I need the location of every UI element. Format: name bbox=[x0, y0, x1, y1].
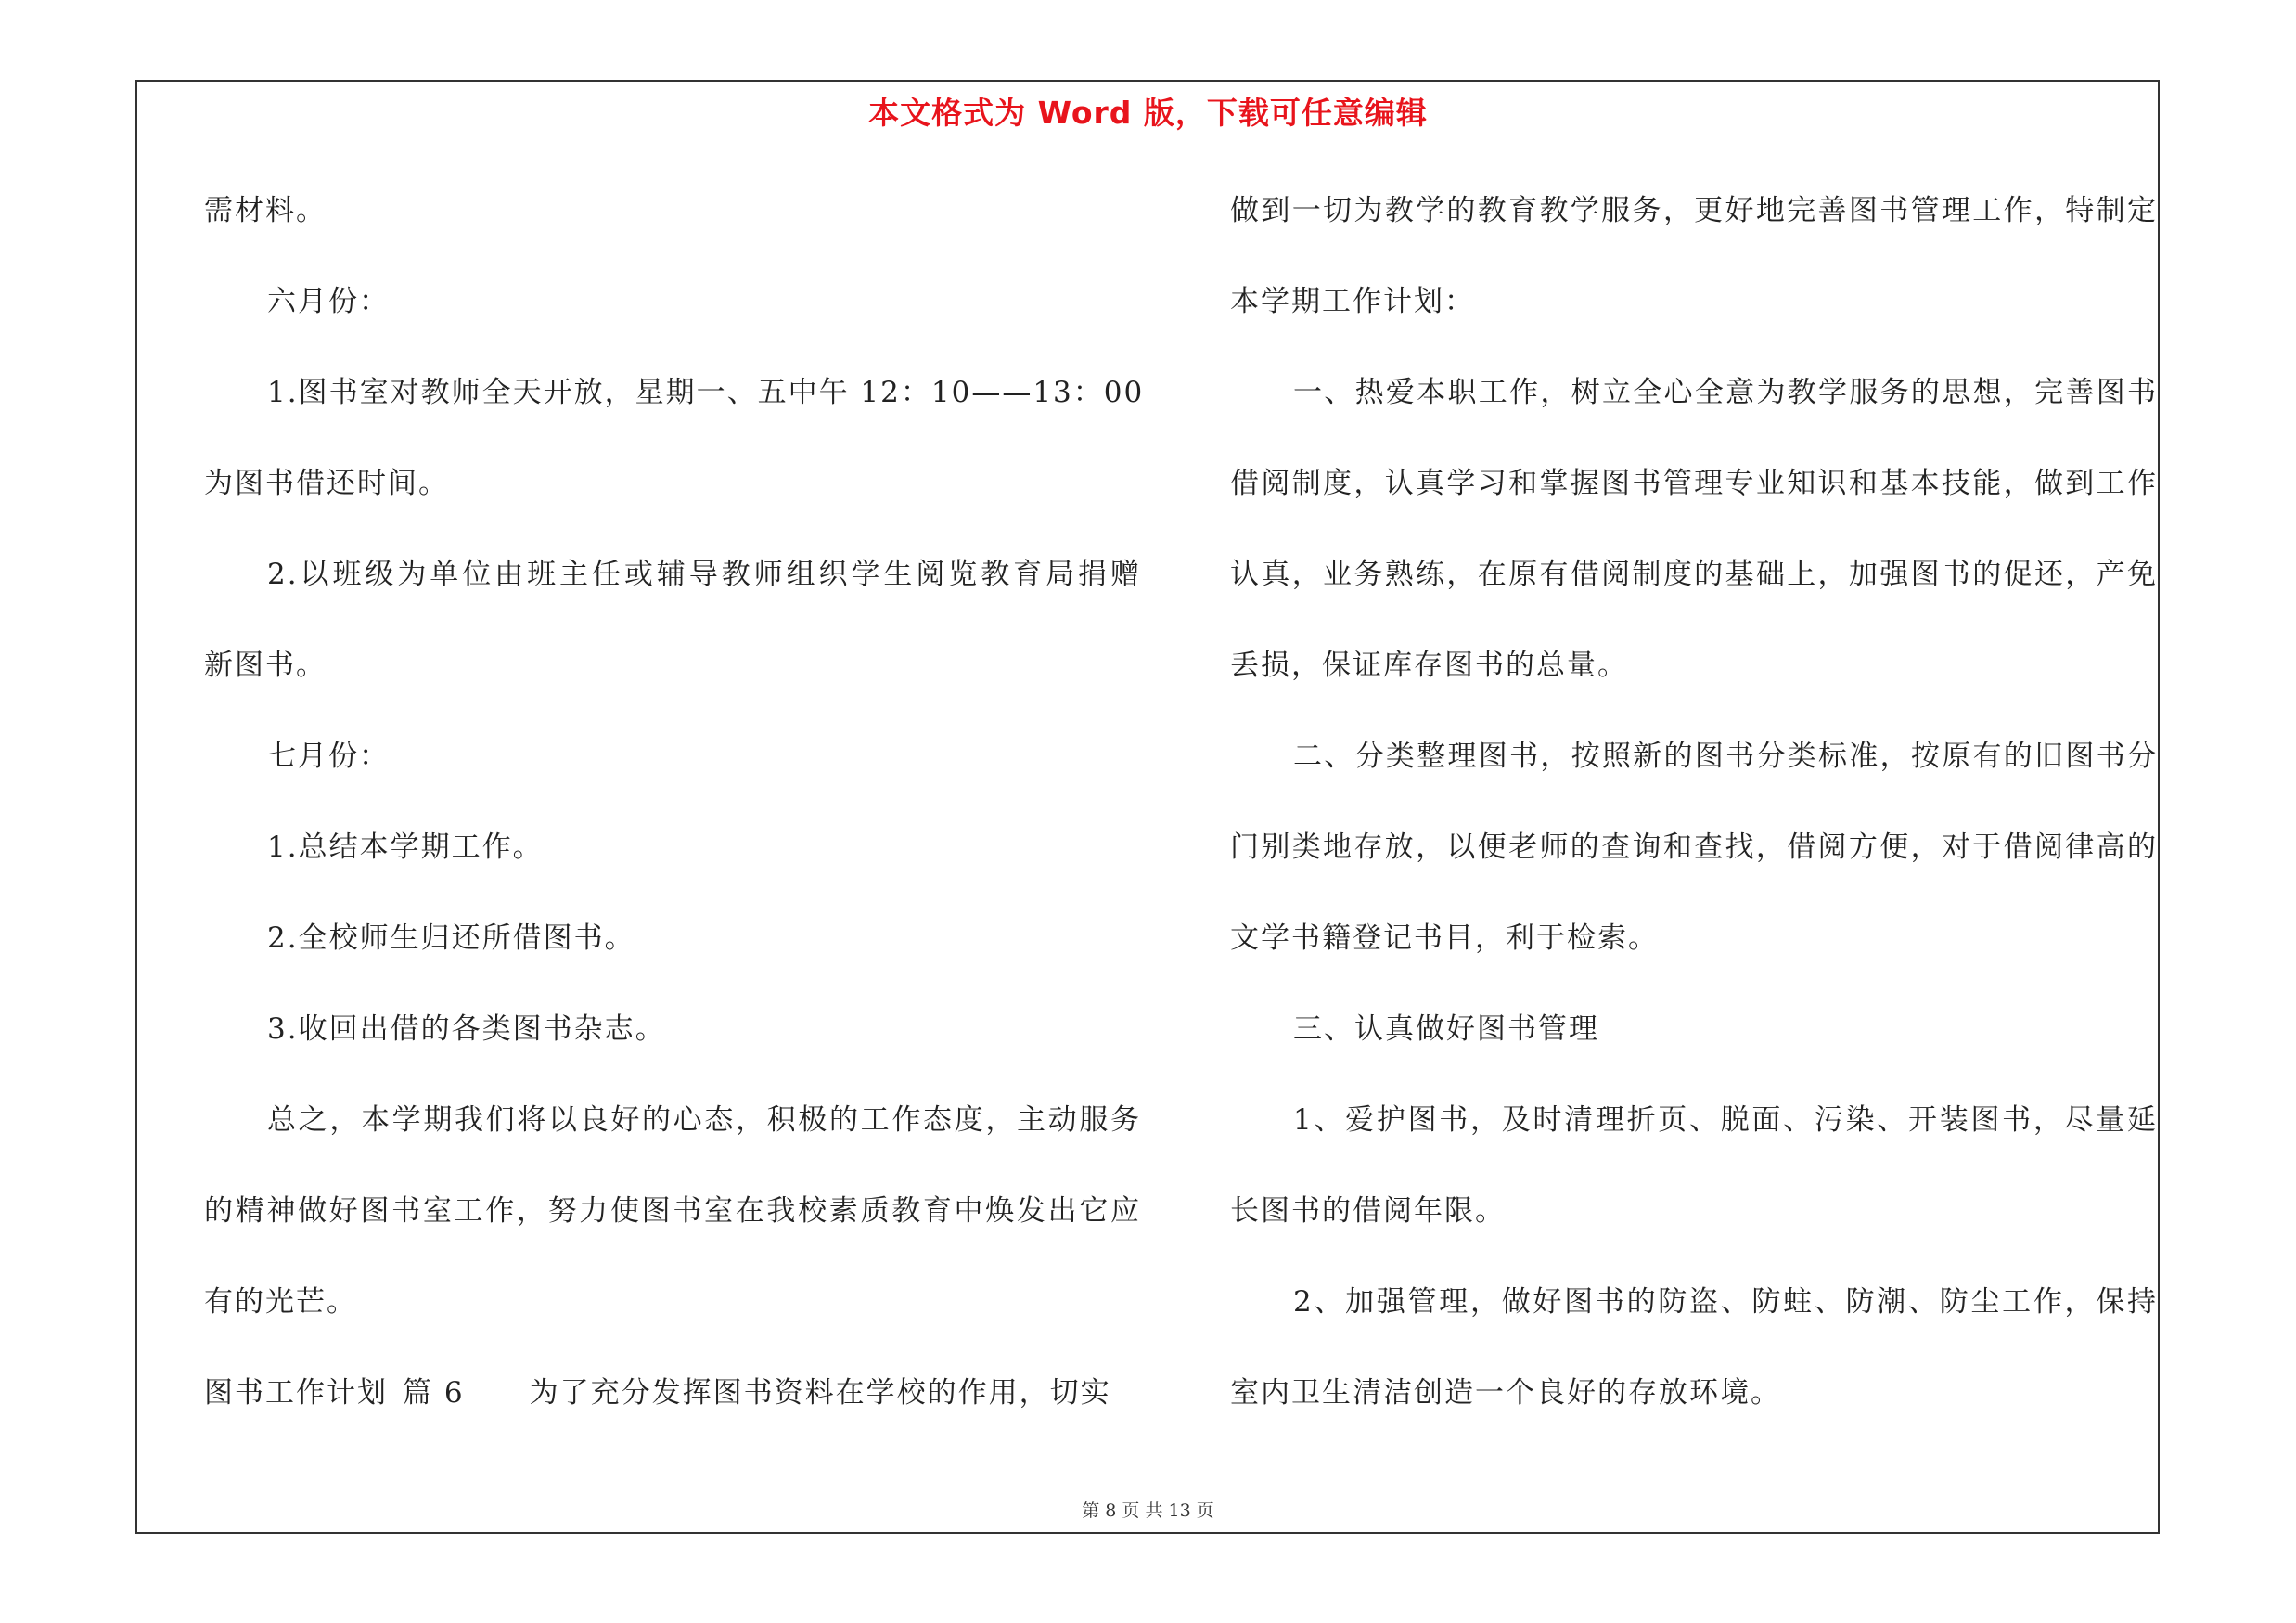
text-line: 二、分类整理图书，按照新的图书分类标准，按原有的旧图书分 bbox=[1293, 740, 2158, 773]
text-line: 1、爱护图书，及时清理折页、脱面、污染、开装图书，尽量延 bbox=[1293, 1103, 2158, 1137]
text-line: 门别类地存放，以便老师的查询和查找，借阅方便，对于借阅律高的 bbox=[1230, 831, 2158, 864]
right-text-column bbox=[1230, 184, 2158, 1457]
text-line: 室内卫生清洁创造一个良好的存放环境。 bbox=[1230, 1376, 1781, 1410]
text-line: 丢损，保证库存图书的总量。 bbox=[1230, 649, 1628, 682]
text-line: 1.图书室对教师全天开放，星期一、五中午 12：10——13：00 bbox=[267, 376, 1145, 409]
text-line: 本学期工作计划： bbox=[1230, 285, 1475, 318]
text-line: 新图书。 bbox=[204, 649, 327, 682]
text-line: 做到一切为教学的教育教学服务，更好地完善图书管理工作，特制定 bbox=[1230, 194, 2158, 227]
left-text-column bbox=[204, 184, 1145, 1457]
section-title: 图书工作计划 bbox=[204, 1376, 388, 1410]
text-line: 的精神做好图书室工作，努力使图书室在我校素质教育中焕发出它应 bbox=[204, 1194, 1141, 1228]
text-line: 需材料。 bbox=[204, 194, 327, 227]
section-intro: 为了充分发挥图书资料在学校的作用，切实 bbox=[529, 1376, 1111, 1410]
text-line: 总之，本学期我们将以良好的心态，积极的工作态度，主动服务 bbox=[267, 1103, 1141, 1137]
text-line: 3.收回出借的各类图书杂志。 bbox=[267, 1012, 666, 1046]
text-line: 文学书籍登记书目，利于检索。 bbox=[1230, 921, 1659, 955]
subsection-heading: 三、认真做好图书管理 bbox=[1293, 1012, 1599, 1046]
month-heading-june: 六月份： bbox=[267, 285, 390, 318]
month-heading-july: 七月份： bbox=[267, 740, 390, 773]
text-line: 认真，业务熟练，在原有借阅制度的基础上，加强图书的促还，产免 bbox=[1230, 558, 2158, 591]
text-line: 有的光芒。 bbox=[204, 1285, 357, 1319]
section-heading-line bbox=[204, 1366, 1141, 1457]
text-line: 1.总结本学期工作。 bbox=[267, 831, 544, 864]
section-number: 篇 6 bbox=[403, 1376, 465, 1410]
text-line: 长图书的借阅年限。 bbox=[1230, 1194, 1506, 1228]
text-line: 为图书借还时间。 bbox=[204, 467, 449, 500]
word-format-banner: 本文格式为 Word 版，下载可任意编辑 bbox=[868, 95, 1428, 131]
text-line: 一、热爱本职工作，树立全心全意为教学服务的思想，完善图书 bbox=[1293, 376, 2158, 409]
text-line: 2.全校师生归还所借图书。 bbox=[267, 921, 635, 955]
text-line: 2.以班级为单位由班主任或辅导教师组织学生阅览教育局捐赠 bbox=[267, 558, 1141, 591]
text-line: 借阅制度，认真学习和掌握图书管理专业知识和基本技能，做到工作 bbox=[1230, 467, 2158, 500]
page-number-footer: 第 8 页 共 13 页 bbox=[1082, 1501, 1214, 1521]
text-line: 2、加强管理，做好图书的防盗、防蛀、防潮、防尘工作，保持 bbox=[1293, 1285, 2158, 1319]
